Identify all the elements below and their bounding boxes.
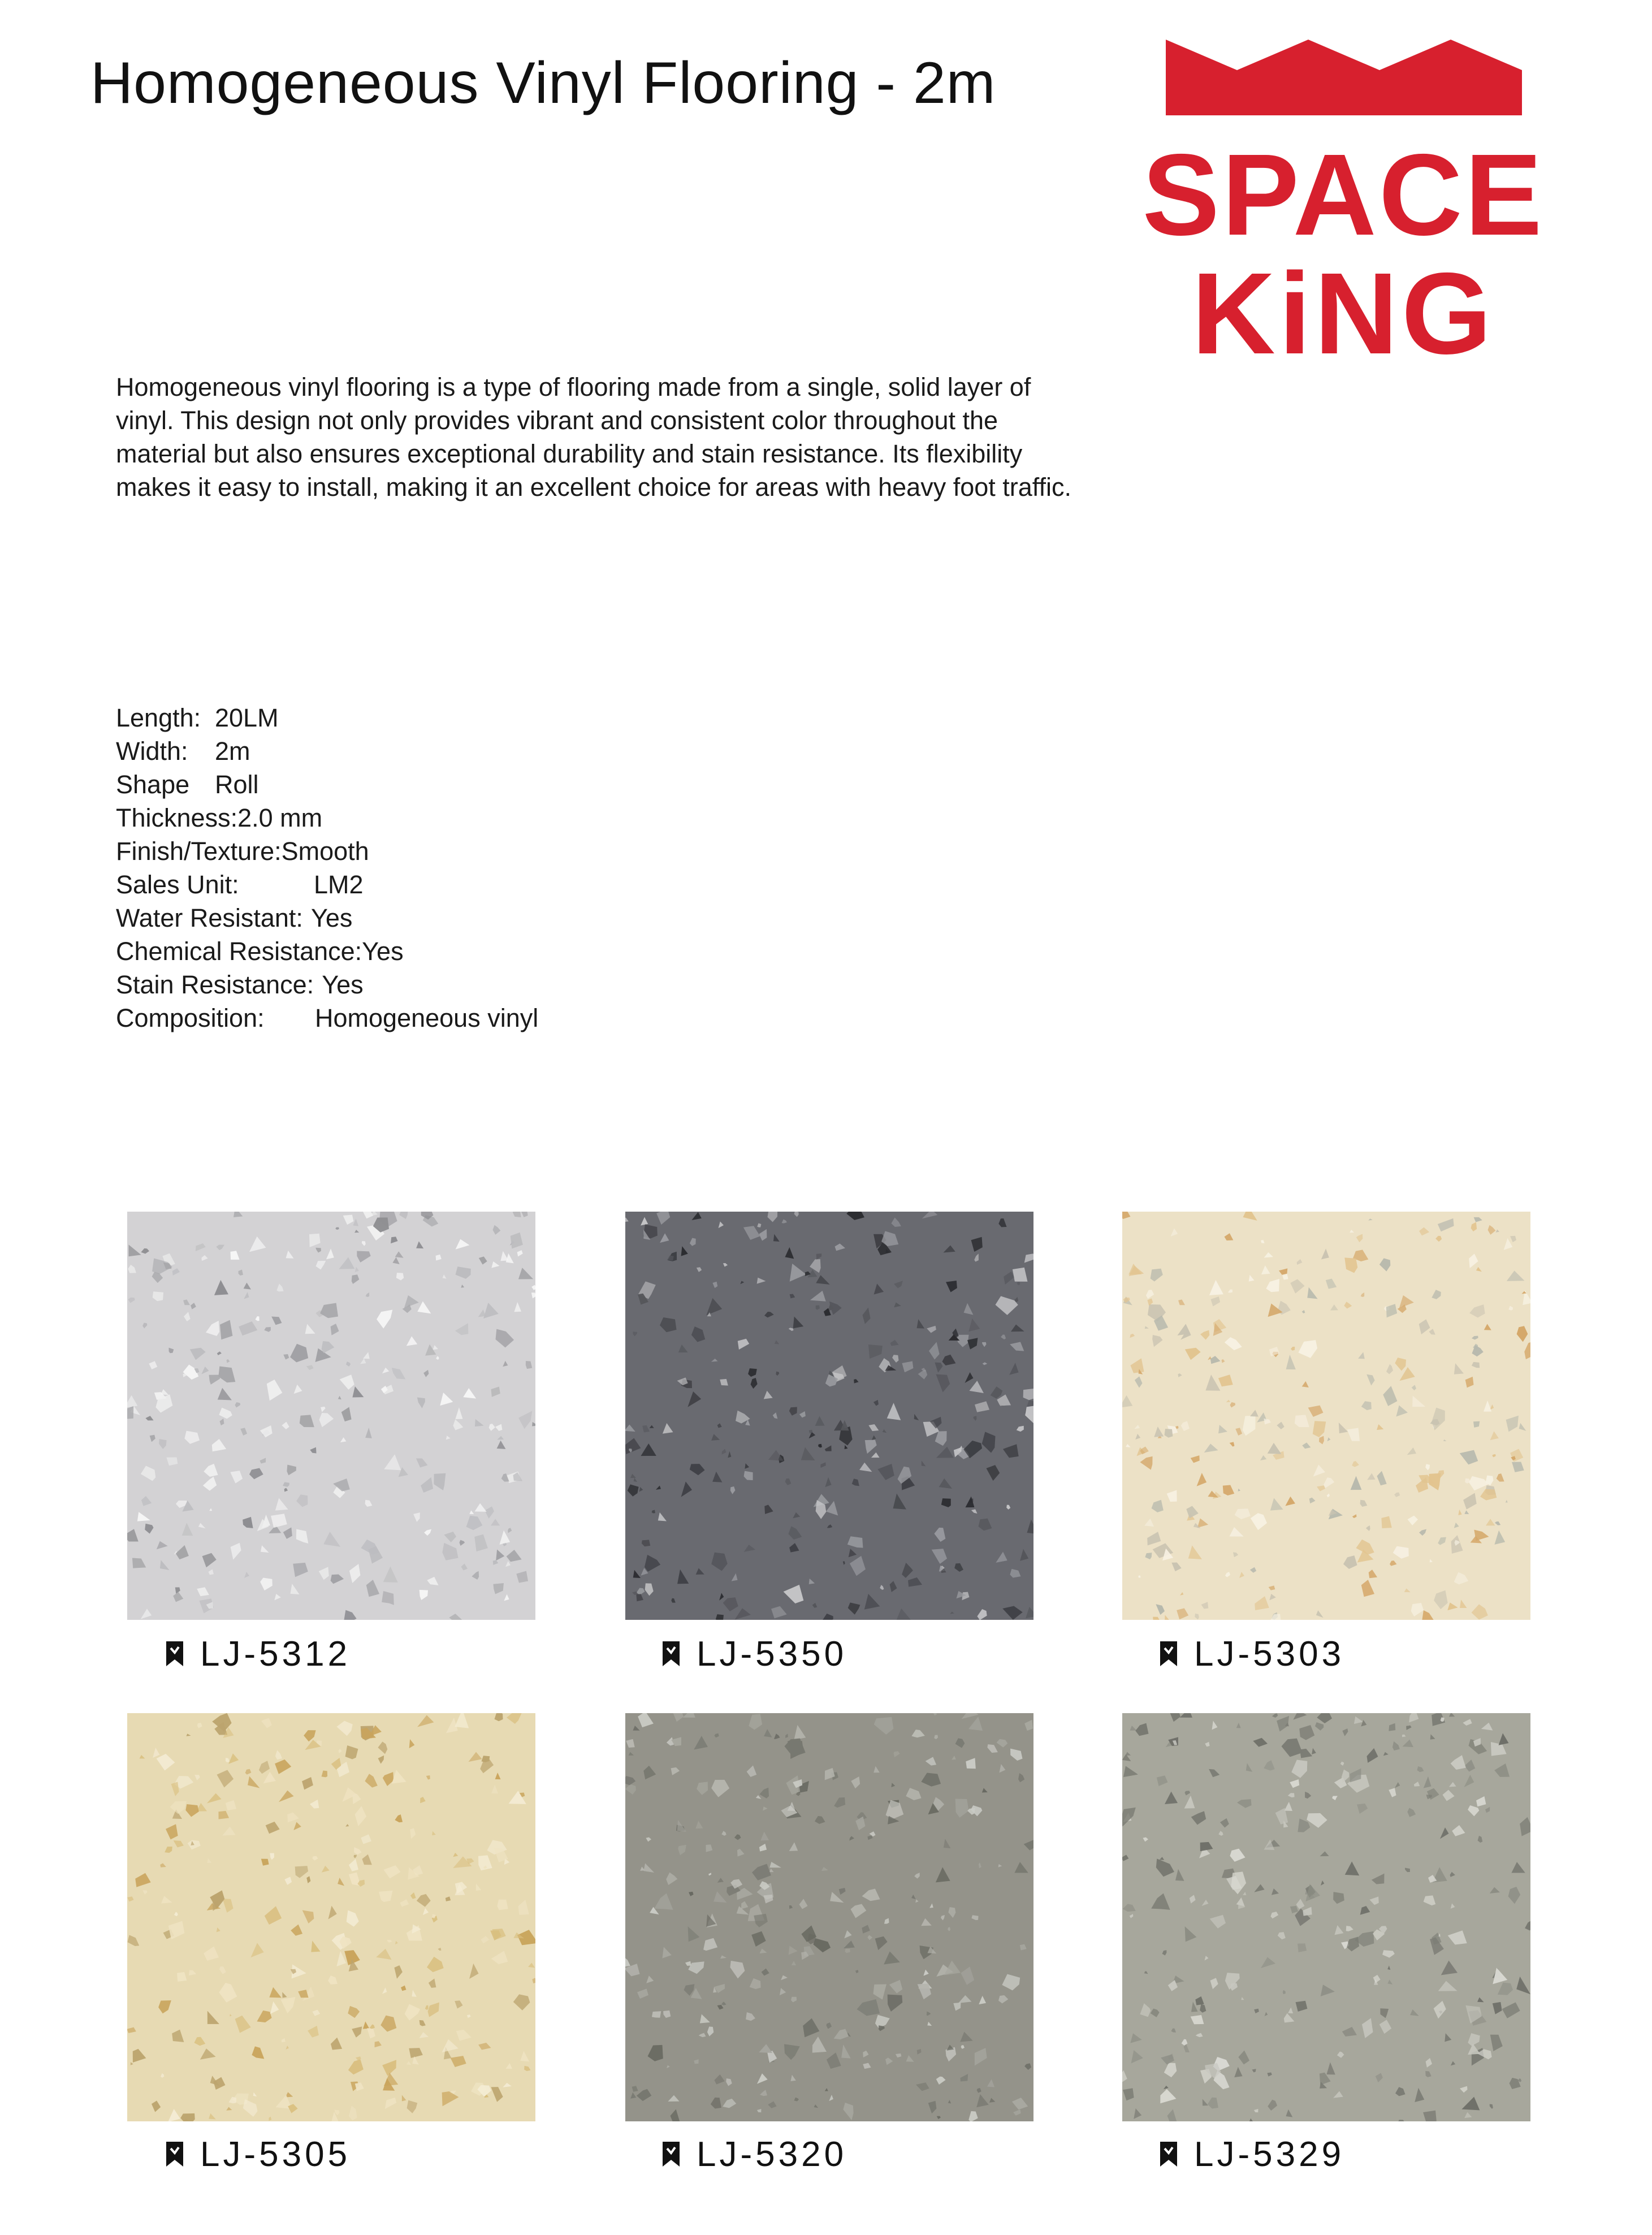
bookmark-icon	[165, 2141, 184, 2168]
product-code: LJ-5305	[200, 2134, 351, 2174]
spec-value: Smooth	[281, 837, 369, 866]
spec-label: Stain Resistance:	[116, 970, 314, 999]
product-code: LJ-5329	[1194, 2134, 1345, 2174]
swatch-lj-5305	[127, 1713, 535, 2121]
swatch-lj-5303	[1122, 1212, 1530, 1620]
spec-label: Chemical Resistance:	[116, 937, 362, 966]
product-code: LJ-5312	[200, 1634, 351, 1674]
product-code-label	[1159, 2132, 1344, 2177]
swatch-lj-5320	[625, 1713, 1033, 2121]
spec-label: Composition:	[116, 1004, 265, 1032]
svg-text:SPACE: SPACE	[1142, 130, 1545, 260]
spec-value: 2.0 mm	[237, 803, 323, 832]
spec-length	[116, 701, 538, 734]
spec-label: Thickness:	[116, 803, 238, 832]
spec-sales-unit	[116, 868, 538, 901]
bookmark-icon	[661, 2141, 681, 2168]
product-code: LJ-5320	[697, 2134, 847, 2174]
spec-composition	[116, 1001, 538, 1035]
spec-chemical-resistance	[116, 935, 538, 968]
spec-value: Yes	[362, 937, 404, 966]
swatch-lj-5312	[127, 1212, 535, 1620]
spec-label: Length:	[116, 703, 201, 732]
swatch-lj-5350	[625, 1212, 1033, 1620]
spec-label: Sales Unit:	[116, 870, 239, 899]
spec-value: Roll	[215, 770, 259, 799]
space-king-logo	[1131, 40, 1560, 362]
bookmark-icon	[1159, 1640, 1178, 1667]
spec-shape	[116, 768, 538, 801]
spec-label: Finish/Texture:	[116, 837, 282, 866]
spec-width	[116, 734, 538, 768]
bookmark-icon	[165, 1640, 184, 1667]
spec-list	[116, 701, 538, 1035]
spec-value: 20LM	[215, 703, 279, 732]
bookmark-icon	[661, 1640, 681, 1667]
product-code-label	[661, 2132, 847, 2177]
spec-value: 2m	[215, 737, 250, 766]
spec-value: Yes	[310, 903, 353, 932]
product-code-label	[1159, 1631, 1344, 1676]
spec-value: LM2	[314, 870, 364, 899]
swatch-lj-5329	[1122, 1713, 1530, 2121]
crown-logo-graphic	[1131, 40, 1560, 362]
spec-water-resistant	[116, 901, 538, 935]
spec-finish	[116, 835, 538, 868]
page-title: Homogeneous Vinyl Flooring - 2m	[90, 50, 996, 116]
product-code-label	[661, 1631, 847, 1676]
spec-stain-resistance	[116, 968, 538, 1001]
spec-label: Width:	[116, 737, 188, 766]
spec-label: Shape	[116, 770, 190, 799]
spec-thickness	[116, 801, 538, 835]
product-description: Homogeneous vinyl flooring is a type of flooring made from a single, solid layer of vinyl. This design not only provides vibrant and consistent color throughout the material but also ensures exceptional durability and stain resistance. Its flexibility makes it easy to install, making it an excellent choice for areas with heavy foot traffic.	[116, 373, 1071, 502]
spec-label: Water Resistant:	[116, 903, 303, 932]
product-code-label	[165, 2132, 351, 2177]
svg-text:KiNG: KiNG	[1191, 249, 1495, 362]
bookmark-icon	[1159, 2141, 1178, 2168]
spec-value: Homogeneous vinyl	[315, 1004, 539, 1032]
spec-value: Yes	[322, 970, 364, 999]
product-code-label	[165, 1631, 351, 1676]
product-code: LJ-5350	[697, 1634, 847, 1674]
product-code: LJ-5303	[1194, 1634, 1345, 1674]
